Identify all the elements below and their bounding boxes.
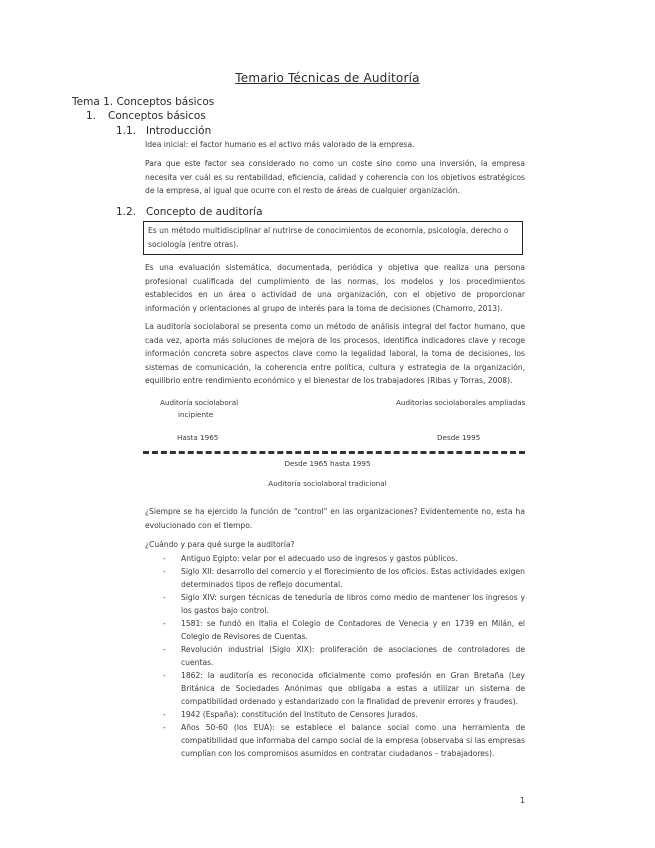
subsection-heading-concept — [116, 206, 263, 218]
document-title: Temario Técnicas de Auditoría — [235, 71, 420, 85]
subsection-number: 1.2. — [116, 206, 137, 218]
page-number: 1 — [520, 796, 526, 805]
subsection-number: 1.1. — [116, 125, 137, 137]
timeline-right-label: Auditorías sociolaborales ampliadas — [396, 398, 526, 407]
intro-paragraph-2: Para que este factor sea considerado no como un coste sino como una inversión, la empresa necesita ver cuál es su rentabilidad, eficiencia, calidad y coherencia con los objetivos estratégicos de la empresa, al igual que ocurre con el resto de áreas de cualquier organización. — [145, 159, 525, 195]
concept-paragraph-1: Es una evaluación sistemática, documentada, periódica y objetiva que realiza una persona profesional cualificada del cumplimiento de las normas, los modelos y los procedimientos establecidos en un área o actividad de una organización, con el objetivo de proporcionar información y orientaciones al grupo de interés para la toma de decisiones (Chamorro, 2013). — [145, 263, 525, 313]
timeline-right-date: Desde 1995 — [437, 433, 481, 442]
list-item: - 1942 (España): constitución del Instituto de Censores Jurados. — [145, 708, 525, 721]
list-item: - Siglo XII: desarrollo del comercio y el florecimiento de los oficios. Estas actividades exigen determinados tipos de reflejo documental. — [145, 565, 525, 591]
concept-paragraph-2: La auditoría sociolaboral se presenta como un método de análisis integral del factor humano, que cada vez, aporta más soluciones de mejora de los procesos, identifica indicadores clave y recoge información concreta sobre aspectos clave como la legalidad laboral, la toma de decisiones, los sistemas de comunicación, la coherencia entre política, cultura y estrategia de la organización, equilibrio entre rendimiento económico y el bienestar de los trabajadores (Ribas y Torras, 2008). — [145, 322, 525, 385]
timeline-middle-date: Desde 1965 hasta 1995 — [284, 459, 371, 468]
section-label: Conceptos básicos — [108, 110, 206, 122]
timeline-left-label — [160, 397, 238, 421]
boxed-definition: Es un método multidisciplinar al nutrirse de conocimientos de economía, psicología, derecho o sociología (entre otras). — [143, 221, 523, 255]
section-heading — [86, 110, 206, 122]
why-paragraph: ¿Cuándo y para qué surge la auditoría? — [145, 540, 295, 549]
list-item: - Antiguo Egipto: velar por el adecuado uso de ingresos y gastos públicos. — [145, 552, 525, 565]
list-item: - 1862: la auditoría es reconocida oficialmente como profesión en Gran Bretaña (Ley Británica de Sociedades Anónimas que obligaba a estas a utilizar un sistema de compatibilidad ordenado y estandarizado con la finalidad de prevenir errores y fraudes). — [145, 669, 525, 708]
subsection-label: Concepto de auditoría — [146, 206, 263, 218]
timeline-left-label-line2: incipiente — [178, 410, 214, 419]
list-item: - Revolución industrial (Siglo XIX): proliferación de asociaciones de controladores de cuentas. — [145, 643, 525, 669]
list-item: - Siglo XIV: surgen técnicas de teneduría de libros como medio de mantener los ingresos y los gastos bajo control. — [145, 591, 525, 617]
timeline-middle-label: Auditoría sociolaboral tradicional — [268, 479, 387, 488]
timeline-left-label-line1: Auditoría sociolaboral — [160, 398, 239, 407]
timeline-dashed-line — [143, 451, 525, 454]
subsection-label: Introducción — [146, 125, 212, 137]
list-item: - Años 50-60 (los EUA): se establece el balance social como una herramienta de compatibilidad que informaba del campo social de la empresa (observaba si las empresas cumplían con los compromisos asumidos en contratar ciudadanos – trabajadores). — [145, 721, 525, 760]
history-list — [145, 552, 525, 760]
question-paragraph: ¿Siempre se ha ejercido la función de "control" en las organizaciones? Evidentemente no, esta ha evolucionado con el tiempo. — [145, 507, 525, 530]
section-number: 1. — [86, 110, 97, 122]
list-item: - 1581: se fundó en Italia el Colegio de Contadores de Venecia y en 1739 en Milán, el Colegio de Revisores de Cuentas. — [145, 617, 525, 643]
tema-heading: Tema 1. Conceptos básicos — [72, 96, 215, 108]
subsection-heading-intro — [116, 125, 211, 137]
timeline-left-date: Hasta 1965 — [177, 433, 219, 442]
intro-paragraph-1: Idea inicial: el factor humano es el activo más valorado de la empresa. — [145, 140, 415, 149]
